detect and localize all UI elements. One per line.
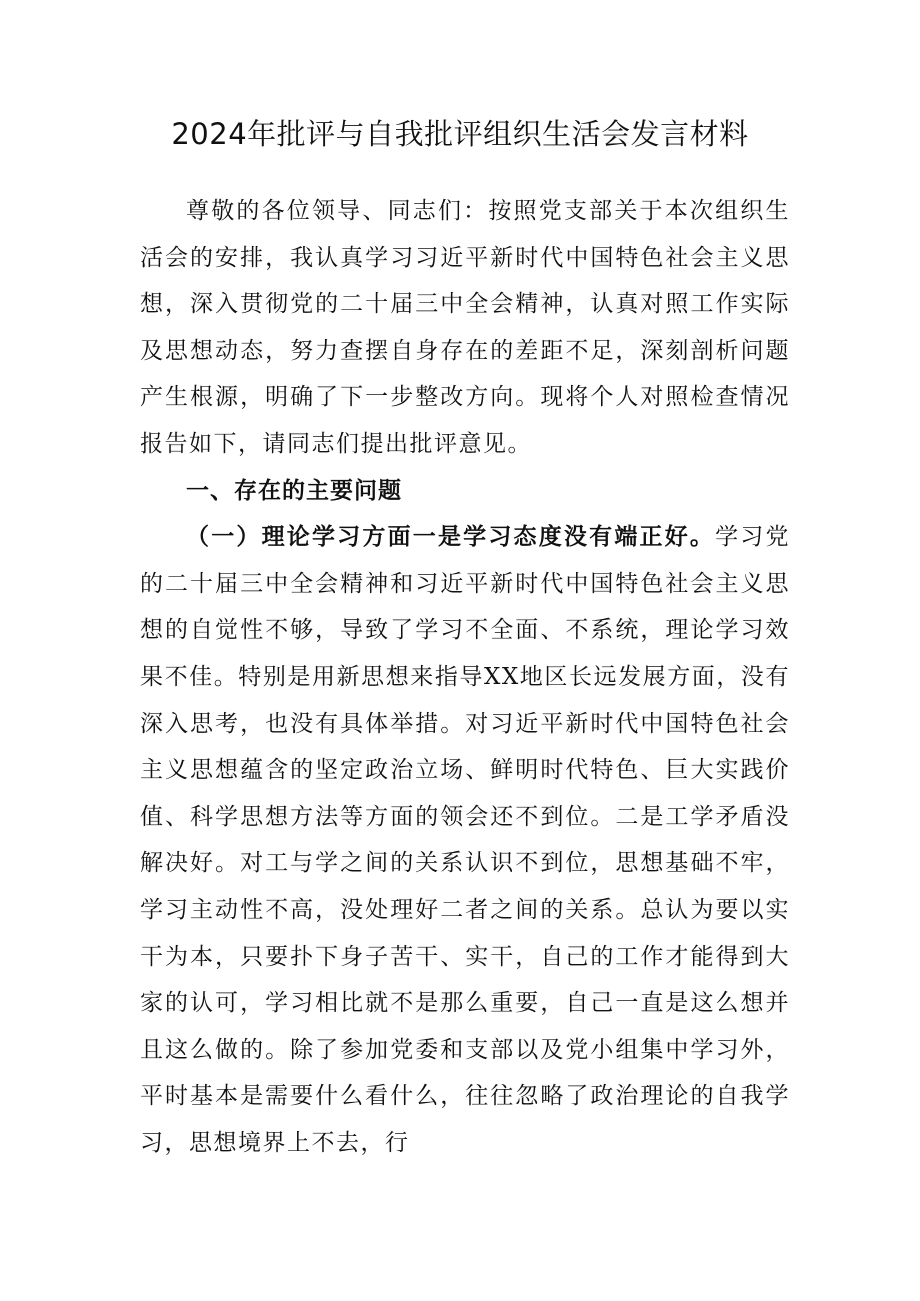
intro-paragraph: 尊敬的各位领导、同志们：按照党支部关于本次组织生活会的安排，我认真学习习近平新时代中国特色社会主义思想，深入贯彻党的二十届三中全会精神，认真对照工作实际及思想动态，努力查摆自身存在的差距不足，深刻剖析问题产生根源，明确了下一步整改方向。现将个人对照检查情况报告如下，请同志们提出批评意见。 [140, 198, 790, 457]
subsection-heading: （一）理论学习方面一是学习态度没有端正好。 [186, 523, 716, 551]
subsection-paragraph [140, 514, 790, 1166]
document-body [140, 188, 790, 1166]
subsection-body: 学习党的二十届三中全会精神和习近平新时代中国特色社会主义思想的自觉性不够，导致了学习不全面、不系统，理论学习效果不佳。特别是用新思想来指导XX地区长远发展方面，没有深入思考，也没有具体举措。对习近平新时代中国特色社会主义思想蕴含的坚定政治立场、鲜明时代特色、巨大实践价值、科学思想方法等方面的领会还不到位。二是工学矛盾没解决好。对工与学之间的关系认识不到位，思想基础不牢，学习主动性不高，没处理好二者之间的关系。总认为要以实干为本，只要扑下身子苦干、实干，自己的工作才能得到大家的认可，学习相比就不是那么重要，自己一直是这么想并且这么做的。除了参加党委和支部以及党小组集中学习外，平时基本是需要什么看什么，往往忽略了政治理论的自我学习，思想境界上不去，行 [140, 524, 791, 1156]
document-title: 2024年批评与自我批评组织生活会发言材料 [171, 117, 749, 151]
section-heading: 一、存在的主要问题 [186, 477, 402, 504]
